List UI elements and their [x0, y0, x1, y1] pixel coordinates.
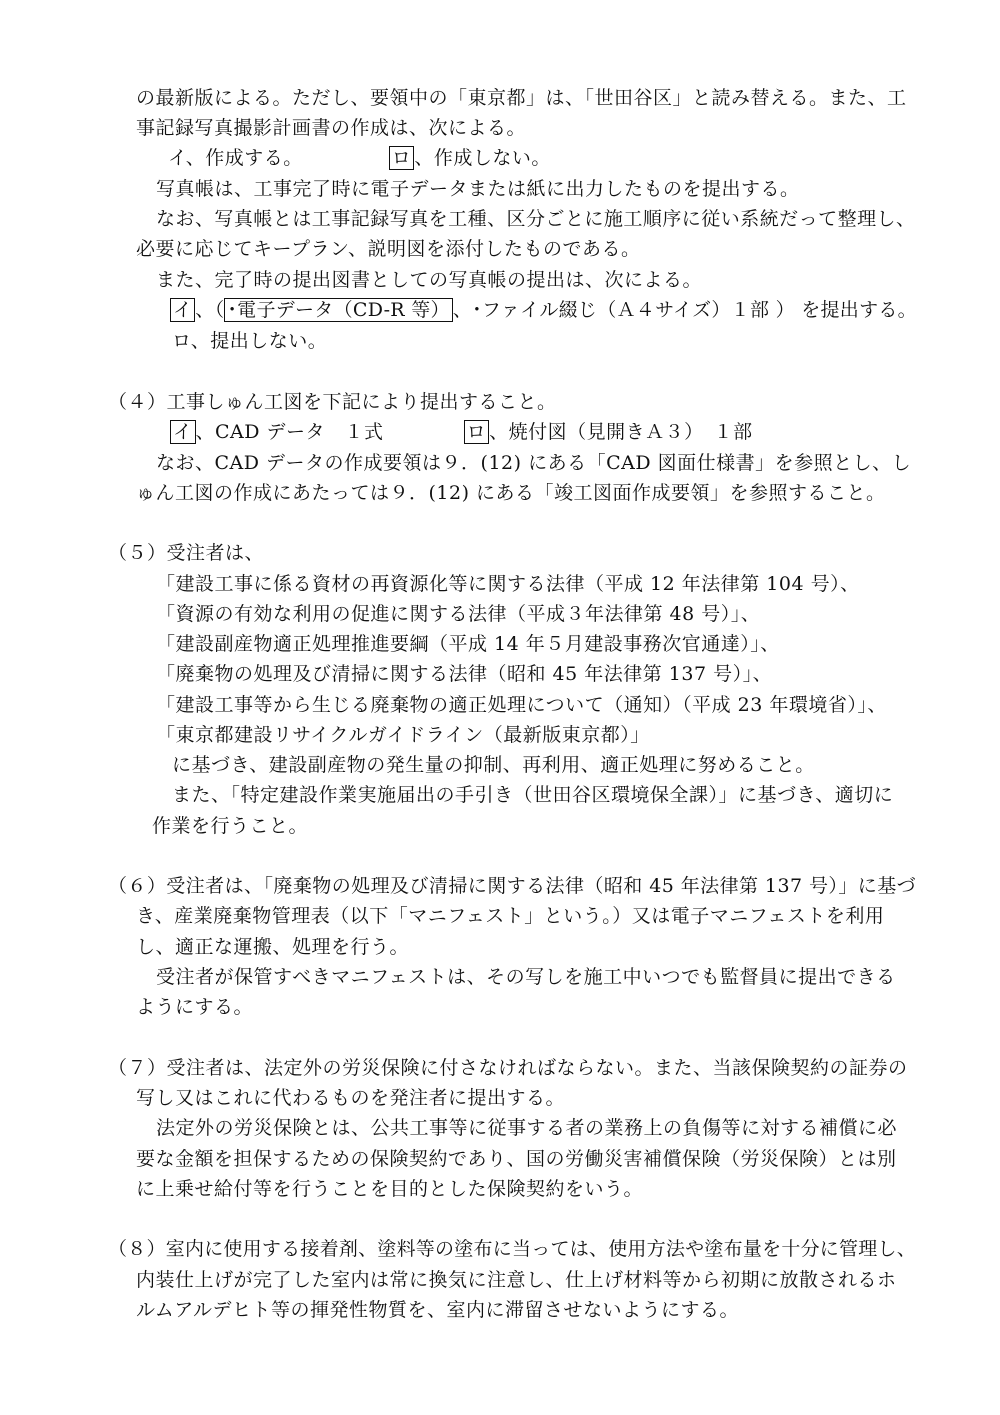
section-4-para-1: なお、CAD データの作成要領は９．(12) にある「CAD 図面仕様書」を参照とし、し — [156, 452, 912, 474]
section-5-law-2: 「資源の有効な利用の促進に関する法律（平成３年法律第 48 号）」、 — [156, 603, 761, 625]
section-6-line-2: き、産業廃棄物管理表（以下「マニフェスト」という。）又は電子マニフェストを利用 — [136, 905, 885, 927]
section-6-line-1: （６）受注者は、「廃棄物の処理及び清掃に関する法律（昭和 45 年法律第 137 号）」に基づ — [108, 875, 917, 897]
section-6-line-4: 受注者が保管すべきマニフェストは、その写しを施工中いつでも監督員に提出できる — [156, 966, 896, 988]
section-5-law-1: 「建設工事に係る資材の再資源化等に関する法律（平成 12 年法律第 104 号）、 — [156, 573, 860, 595]
section-6-line-5: ようにする。 — [136, 996, 254, 1018]
submit-i-electronic-data-box: ･電子データ（CD-R 等） — [224, 298, 452, 322]
section-8-line-1: （８）室内に使用する接着剤、塗料等の塗布に当っては、使用方法や塗布量を十分に管理し、 — [108, 1238, 917, 1260]
section-4-heading: （４）工事しゅん工図を下記により提出すること。 — [108, 391, 557, 413]
intro-line-6: 必要に応じてキープラン、説明図を添付したものである。 — [136, 238, 641, 260]
cad-option-i-mark: イ — [170, 420, 196, 444]
section-4-para-2: ゅん工図の作成にあたっては９．(12) にある「竣工図面作成要領」を参照すること。 — [136, 482, 886, 504]
submission-option-i — [170, 296, 917, 324]
section-5-para-1: また、「特定建設作業実施届出の手引き（世田谷区環境保全課）」に基づき、適切に — [172, 784, 894, 806]
section-7-line-4: 要な金額を担保するための保険契約であり、国の労働災害補償保険（労災保険）とは別 — [136, 1148, 897, 1170]
option-i-create: イ、作成する。 — [168, 147, 303, 169]
intro-line-5: なお、写真帳とは工事記録写真を工種、区分ごとに施工順序に従い系統だって整理し、 — [156, 208, 916, 230]
section-5-para-2: 作業を行うこと。 — [152, 815, 309, 837]
option-ro-selected-mark: ロ — [389, 146, 415, 170]
section-5-law-3: 「建設副産物適正処理推進要綱（平成 14 年５月建設事務次官通達）」、 — [156, 633, 780, 655]
section-7-line-1: （７）受注者は、法定外の労災保険に付さなければならない。また、当該保険契約の証券の — [108, 1057, 908, 1079]
section-6-line-3: し、適正な運搬、処理を行う。 — [136, 936, 410, 958]
submit-i-open: 、（ — [195, 299, 225, 321]
intro-line-1: の最新版による。ただし、要領中の「東京都」は、「世田谷区」と読み替える。また、工 — [136, 87, 907, 109]
section-5-law-5: 「建設工事等から生じる廃棄物の適正処理について（通知）（平成 23 年環境省）」、 — [156, 694, 887, 716]
submit-i-selected-mark: イ — [170, 298, 195, 322]
submit-i-rest: 、･ファイル綴じ（Ａ４サイズ）１部 ） を提出する。 — [452, 299, 917, 321]
cad-option-ro-mark: ロ — [464, 420, 490, 444]
cad-option-i-text: 、CAD データ １式 — [195, 421, 384, 443]
option-ro-text: 、作成しない。 — [414, 147, 551, 169]
section-8-line-2: 内装仕上げが完了した室内は常に換気に注意し、仕上げ材料等から初期に放散されるホ — [136, 1269, 897, 1291]
cad-option-ro-text: 、焼付図（見開きＡ３） １部 — [489, 421, 753, 443]
section-5-heading: （５）受注者は、 — [108, 542, 265, 564]
section-4-options — [170, 418, 753, 446]
intro-line-2: 事記録写真撮影計画書の作成は、次による。 — [136, 117, 527, 139]
photo-plan-options — [168, 144, 551, 172]
section-7-line-5: に上乗せ給付等を行うことを目的とした保険契約をいう。 — [136, 1178, 644, 1200]
section-7-line-2: 写し又はこれに代わるものを発注者に提出する。 — [136, 1087, 566, 1109]
submission-option-ro: ロ、提出しない。 — [172, 330, 328, 352]
intro-line-7: また、完了時の提出図書としての写真帳の提出は、次による。 — [156, 269, 703, 291]
section-7-line-3: 法定外の労災保険とは、公共工事等に従事する者の業務上の負傷等に対する補償に必 — [156, 1117, 898, 1139]
section-5-law-6: 「東京都建設リサイクルガイドライン（最新版東京都）」 — [156, 724, 650, 746]
section-5-law-4: 「廃棄物の処理及び清掃に関する法律（昭和 45 年法律第 137 号）」、 — [156, 663, 773, 685]
section-8-line-3: ルムアルデヒト等の揮発性物質を、室内に滞留させないようにする。 — [136, 1299, 739, 1321]
intro-line-4: 写真帳は、工事完了時に電子データまたは紙に出力したものを提出する。 — [156, 178, 800, 200]
section-5-line-after: に基づき、建設副産物の発生量の抑制、再利用、適正処理に努めること。 — [172, 754, 815, 776]
